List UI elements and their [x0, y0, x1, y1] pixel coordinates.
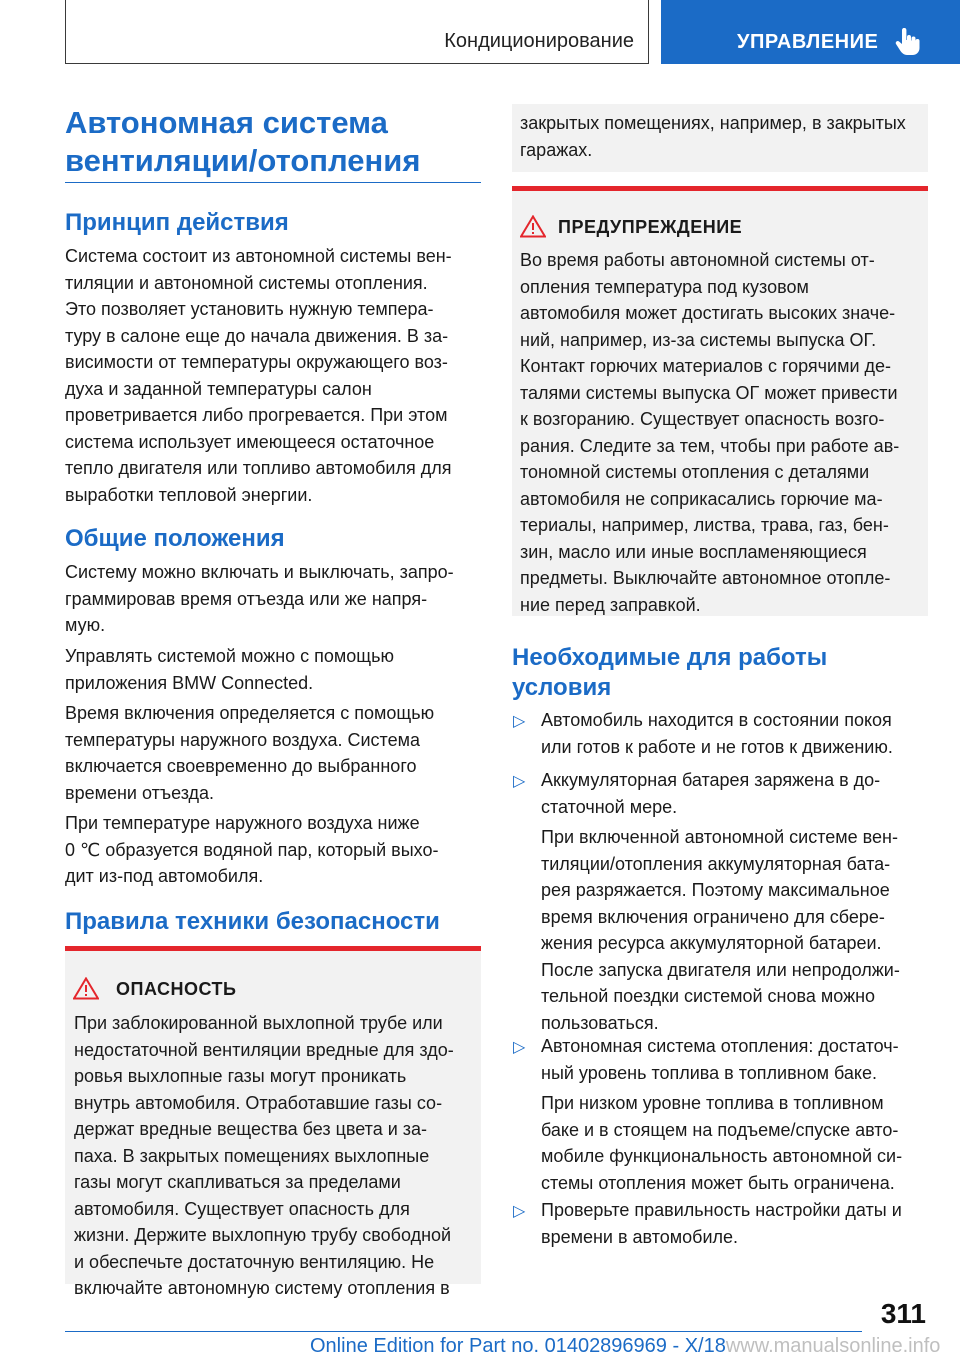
list-item: Аккумуляторная батарея заряжена в до- статочной мере.	[541, 770, 881, 817]
general-paragraph-2: Управлять системой можно с помощью приложения BMW Connected.	[65, 646, 394, 693]
page-number: 311	[880, 1298, 926, 1329]
hand-pointer-icon	[894, 28, 920, 56]
list-item: Автомобиль находится в состоянии покоя или готов к работе и не готов к движению.	[541, 710, 893, 757]
title-divider	[65, 182, 481, 183]
header-section-box	[65, 0, 649, 64]
heading-safety: Правила техники безопасности	[65, 908, 440, 935]
page-title-line: Автономная система	[65, 105, 388, 140]
continuation-text: закрытых помещениях, например, в закрытых гаражах.	[520, 113, 906, 160]
section-title: Кондиционирование	[444, 30, 634, 52]
danger-continuation-box	[512, 104, 928, 172]
footer-edition	[310, 1335, 940, 1358]
general-paragraph-4: При температуре наружного воздуха ниже 0 ℃ образуется водяной пар, который выхо- дит из-под автомобиля.	[65, 813, 439, 886]
warning-triangle-icon	[520, 215, 546, 238]
list-item-note: При низком уровне топлива в топливном баке и в стоящем на подъеме/спуске авто- мобиле функциональность автономной си- стемы отопления может быть ограничена.	[541, 1093, 903, 1193]
footer-divider	[65, 1331, 862, 1332]
general-paragraph-1: Систему можно включать и выключать, запро- граммировав время отъезда или же напря- мую.	[65, 562, 454, 635]
list-item: Проверьте правильность настройки даты и времени в автомобиле.	[541, 1200, 902, 1247]
bullet-icon: ▷	[513, 713, 526, 730]
danger-label: ОПАСНОСТЬ	[116, 979, 237, 999]
general-paragraph-3: Время включения определяется с помощью температуры наружного воздуха. Система включается своевременно до выбранного времени отъезда.	[65, 703, 435, 803]
heading-general: Общие положения	[65, 525, 285, 552]
list-item: Автономная система отопления: достаточ- ный уровень топлива в топливном баке.	[541, 1036, 899, 1083]
warning-triangle-icon	[73, 977, 99, 1000]
heading-requirements: Необходимые для работы условия	[512, 644, 828, 701]
warning-label: ПРЕДУПРЕЖДЕНИЕ	[558, 217, 743, 237]
bullet-icon: ▷	[513, 1039, 526, 1056]
danger-box	[65, 946, 481, 1298]
page-title	[65, 104, 481, 180]
bullet-icon: ▷	[513, 1203, 526, 1220]
bullet-icon: ▷	[513, 773, 526, 790]
page-title-line: вентиляции/отопления	[65, 143, 421, 178]
heading-principle: Принцип действия	[65, 209, 289, 236]
site-watermark: www.manualsonline.info	[725, 1335, 941, 1357]
warning-text: Во время работы автономной системы от- опления температура под кузовом автомобиля может достигать высоких значе- ний, например, из-за системы выпуска ОГ. Контакт горючих материалов с горячими де- талями системы выпуска ОГ может привести к возгоранию. Существует опасность возго- рания. Следите за тем, чтобы при работе ав- тономной системы отопления с деталями автомобиля не соприкасались горючие ма- териалы, например, листва, трава, газ, бен- зин, масло или иные воспламеняющиеся предметы. Выключайте автономное отопле- ние перед заправкой.	[520, 250, 900, 615]
edition-text: Online Edition for Part no. 01402896969 - X/18	[310, 1335, 726, 1357]
principle-paragraph: Система состоит из автономной системы вен- тиляции и автономной системы отопления. Это позволяет установить нужную темпера- туру в салоне еще до начала движения. В за- висимости от температуры окружающего воз- духа и заданной температуры салон проветривается либо прогревается. При этом система использует имеющееся остаточное тепло двигателя или топливо автомобиля для выработки тепловой энергии.	[65, 246, 452, 505]
list-item-note: При включенной автономной системе вен- тиляции/отопления аккумуляторная бата- рея разряжается. Поэтому максимальное время включения ограничено для сбере- жения ресурса аккумуляторной батареи. После запуска двигателя или непродолжи- тельной поездки системой снова можно пользоваться.	[541, 827, 900, 1033]
tab-label: УПРАВЛЕНИЕ	[737, 31, 879, 53]
danger-text: При заблокированной выхлопной трубе или недостаточной вентиляции вредные для здо- ровья выхлопные газы могут проникать внутрь автомобиля. Отработавшие газы со- держат вредные вещества без цвета и за- паха. В закрытых помещениях выхлопные газы могут скапливаться за пределами автомобиля. Существует опасность для жизни. Держите выхлопную трубу свободной и обеспечьте достаточную вентиляцию. Не включайте автономную систему отопления в	[74, 1013, 454, 1298]
warning-box	[512, 186, 928, 616]
